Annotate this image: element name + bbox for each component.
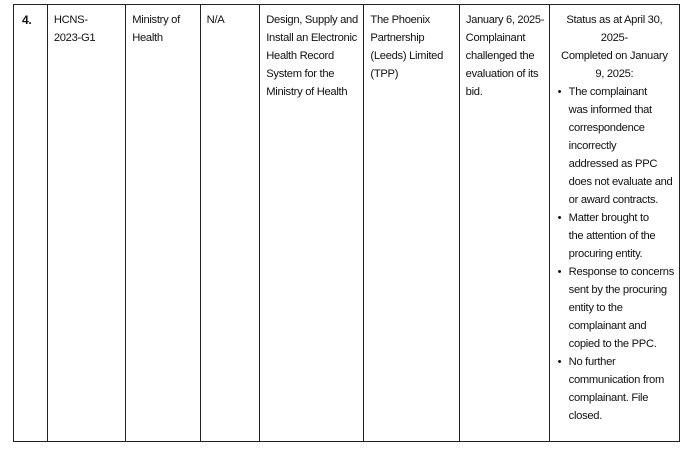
supplier-cell (363, 5, 458, 441)
bullet-line: sent by the procuring (568, 284, 667, 296)
status-bullet-list (555, 83, 674, 425)
complaint-line: Complainant (465, 32, 526, 44)
bullet-line: incorrectly (568, 140, 617, 152)
reference-line: 2023-G1 (53, 32, 96, 44)
bullet-line: correspondence (568, 122, 645, 134)
description-line: Design, Supply and (266, 14, 358, 26)
bullet-line: complainant. File (568, 392, 649, 404)
bullet-line: communication from (568, 374, 664, 386)
complaint-line: evaluation of its (465, 68, 539, 80)
supplier-line: The Phoenix (370, 14, 430, 26)
procurement-table (13, 4, 680, 442)
bullet-line: • Matter brought to (568, 212, 649, 224)
status-cell (549, 5, 679, 441)
bullet-line: or award contracts. (568, 194, 659, 206)
entity-line: Health (132, 32, 163, 44)
bullet-line: addressed as PPC (568, 158, 658, 170)
row-number: 4. (22, 13, 32, 27)
bullet-line: entity to the (568, 302, 623, 314)
supplier-line: (TPP) (370, 68, 399, 80)
bullet-line: • No further (568, 356, 616, 368)
entity-line: Ministry of (132, 14, 180, 26)
status-header-line: 2025- (600, 32, 628, 44)
supplier-line: (Leeds) Limited (370, 50, 444, 62)
description-line: Install an Electronic (266, 32, 357, 44)
bullet-line: complainant and (568, 320, 647, 332)
status-bullet-item (555, 263, 674, 353)
status-bullet-item (555, 83, 674, 209)
bullet-line: was informed that (568, 104, 652, 116)
reference-cell (47, 5, 125, 441)
row-number-cell (14, 5, 47, 441)
bullet-line: • The complainant (568, 86, 647, 98)
description-line: Health Record (266, 50, 334, 62)
description-cell (259, 5, 363, 441)
na-value: N/A (206, 14, 225, 26)
reference-line: HCNS- (53, 14, 88, 26)
status-header-line: Status as at April 30, (566, 14, 663, 26)
status-bullet-item (555, 353, 674, 425)
bullet-line: the attention of the (568, 230, 656, 242)
bullet-line: • Response to concerns (568, 266, 674, 278)
description-line: Ministry of Health (266, 86, 348, 98)
status-bullet-item (555, 209, 674, 263)
status-completed-line: Completed on January (561, 50, 668, 62)
complaint-line: January 6, 2025- (465, 14, 544, 26)
description-line: System for the (266, 68, 335, 80)
complaint-line: challenged the (465, 50, 535, 62)
status-completed-line: 9, 2025: (595, 68, 634, 80)
bullet-line: closed. (568, 410, 603, 422)
complaint-cell (459, 5, 549, 441)
supplier-line: Partnership (370, 32, 425, 44)
na-cell (200, 5, 260, 441)
bullet-line: copied to the PPC. (568, 338, 657, 350)
bullet-line: does not evaluate and (568, 176, 673, 188)
complaint-line: bid. (465, 86, 483, 98)
entity-cell (125, 5, 199, 441)
bullet-line: procuring entity. (568, 248, 643, 260)
